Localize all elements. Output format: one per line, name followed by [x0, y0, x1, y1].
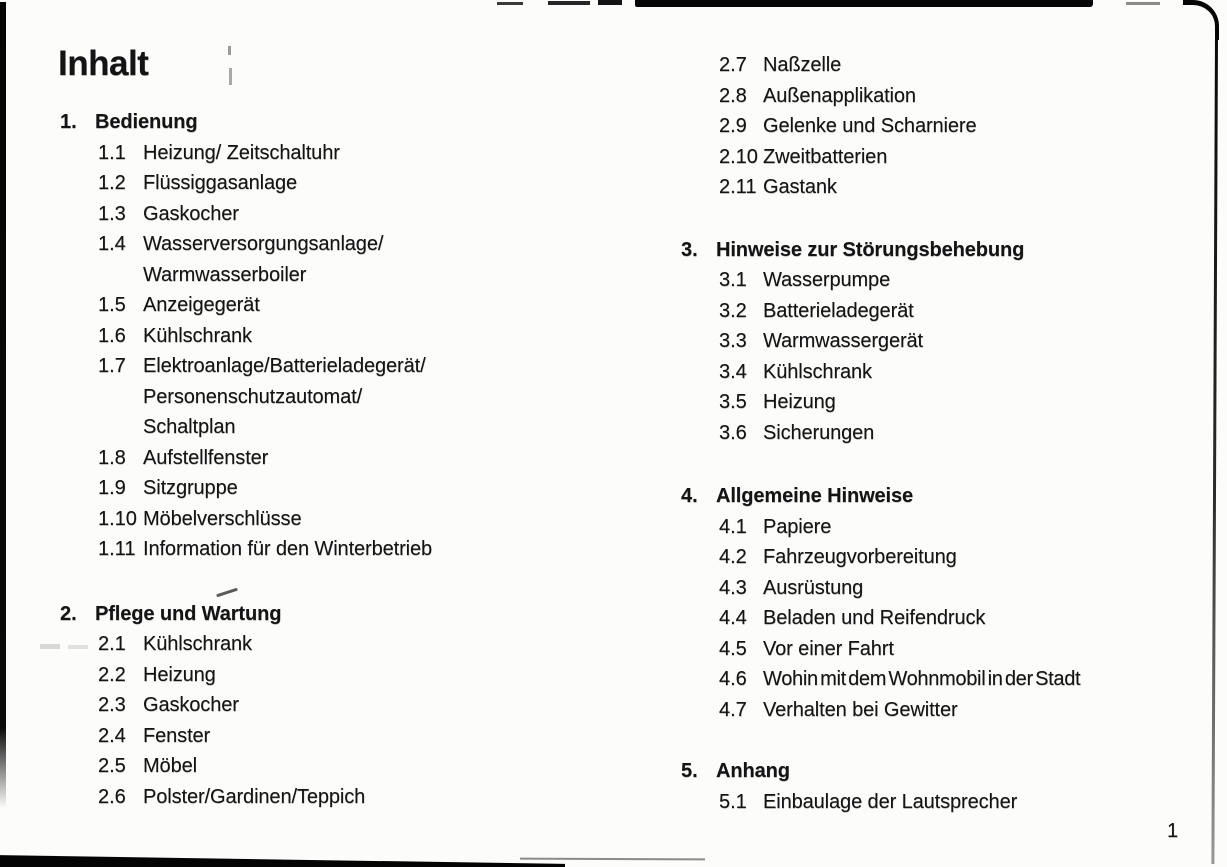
- toc-item-label: Ausrüstung: [763, 576, 864, 599]
- scan-edge-bottom: [0, 845, 565, 867]
- toc-item-label: Fahrzeugvorbereitung: [763, 546, 957, 568]
- toc-item-label: Möbelverschlüsse: [143, 507, 302, 530]
- scan-smudge: [229, 68, 232, 85]
- toc-item-label: Anzeigegerät: [143, 294, 260, 316]
- toc-item-number: 2.7: [719, 54, 747, 76]
- toc-item: [681, 357, 1227, 388]
- toc-item-label: Batterieladegerät: [763, 299, 914, 322]
- section-number: 4.: [681, 485, 698, 507]
- toc-item-label: Gaskocher: [143, 202, 239, 225]
- toc-item-number: 4.7: [719, 698, 747, 721]
- toc-item: [681, 512, 1227, 543]
- toc-item-number: 1.6: [98, 324, 126, 347]
- section-heading: Anhang: [716, 760, 790, 782]
- toc-item-label: Polster/Gardinen/Teppich: [143, 785, 366, 808]
- page-number: 1: [1167, 820, 1179, 842]
- toc-item-number: 2.5: [98, 755, 126, 777]
- section-number: 1.: [60, 111, 77, 133]
- toc-item: [60, 751, 620, 782]
- toc-item: [60, 351, 620, 382]
- toc-item-label: Kühlschrank: [143, 324, 252, 347]
- section-heading: Bedienung: [95, 111, 198, 133]
- toc-item: [681, 664, 1227, 695]
- scan-edge-top-dash: [497, 2, 523, 5]
- toc-item-number: 4.5: [719, 637, 747, 660]
- toc-item: [681, 387, 1227, 418]
- toc-item: [681, 50, 1227, 81]
- toc-item-number: 1.2: [98, 172, 126, 194]
- toc-item-number: 4.6: [719, 668, 747, 690]
- toc-item-label: Möbel: [143, 755, 197, 777]
- toc-item-label: Gaskocher: [143, 694, 239, 716]
- scan-smudge: [40, 644, 60, 649]
- toc-item-label: Wasserpumpe: [763, 269, 891, 291]
- toc-item-number: 4.3: [719, 576, 747, 599]
- toc-section-heading-row: [60, 107, 620, 138]
- scan-edge-bottom-line: [520, 858, 705, 861]
- toc-item-label: Vor einer Fahrt: [763, 637, 894, 660]
- toc-item: [60, 321, 620, 352]
- toc-item-label: Wohin mit dem Wohnmobil in der Stadt: [763, 668, 1081, 690]
- toc-item: [681, 326, 1227, 357]
- section-heading: Hinweise zur Störungsbehebung: [716, 238, 1025, 261]
- toc-item-label: Sitzgruppe: [143, 477, 238, 499]
- toc-item-continuation: [60, 382, 620, 413]
- toc-item-number: [98, 382, 143, 413]
- toc-item-label: Heizung/ Zeitschaltuhr: [143, 141, 340, 164]
- section-heading: Allgemeine Hinweise: [716, 485, 914, 507]
- toc-item-number: 1.9: [98, 477, 126, 499]
- toc-item-number: 3.5: [719, 391, 747, 413]
- section-number: 5.: [681, 760, 698, 782]
- scan-edge-corner: [1183, 0, 1219, 40]
- toc-item-number: 3.4: [719, 360, 747, 383]
- toc-item-label: Fenster: [143, 724, 211, 747]
- toc-section: [681, 481, 1227, 725]
- section-number: 3.: [681, 238, 698, 261]
- toc-column-left: [60, 107, 620, 846]
- toc-item-number: 4.4: [719, 607, 747, 629]
- toc-item-number: 2.1: [98, 633, 126, 655]
- toc-item-label: Heizung: [143, 663, 216, 686]
- toc-item-number: 1.7: [98, 355, 126, 377]
- toc-item: [60, 168, 620, 199]
- toc-item-number: 5.1: [719, 790, 747, 813]
- toc-section: [60, 107, 620, 565]
- toc-item-number: 1.11: [98, 538, 136, 560]
- scan-edge-left: [0, 2, 6, 808]
- toc-item-label: Warmwasserboiler: [143, 263, 307, 286]
- toc-item: [60, 138, 620, 169]
- toc-item-number: 2.11: [719, 176, 757, 198]
- toc-item-label: Personenschutzautomat/: [143, 385, 363, 408]
- toc-section: [60, 599, 620, 813]
- toc-item-label: Flüssiggasanlage: [143, 172, 298, 194]
- toc-item: [60, 504, 620, 535]
- toc-section-heading-row: [60, 599, 620, 630]
- toc-item-label: Kühlschrank: [763, 360, 872, 383]
- toc-item: [681, 142, 1227, 173]
- toc-item-number: 2.9: [719, 115, 747, 137]
- toc-item-label: Sicherungen: [763, 421, 875, 444]
- toc-item-label: Gelenke und Scharniere: [763, 115, 977, 137]
- toc-section: [681, 756, 1227, 817]
- section-heading: Pflege und Wartung: [95, 602, 282, 625]
- scan-edge-top: [635, 0, 1093, 7]
- toc-item: [681, 81, 1227, 112]
- scan-edge-top-dash: [598, 0, 622, 5]
- toc-item: [60, 782, 620, 813]
- toc-item-number: 1.5: [98, 294, 126, 316]
- toc-item-number: 1.4: [98, 233, 126, 255]
- toc-item: [60, 690, 620, 721]
- toc-item-number: 4.1: [719, 515, 747, 538]
- toc-item-label: Gastank: [763, 176, 837, 198]
- toc-item-label: Information für den Winterbetrieb: [143, 538, 433, 560]
- toc-item: [60, 199, 620, 230]
- scan-edge-top-dash: [1126, 2, 1160, 5]
- toc-section-heading-row: [681, 235, 1227, 266]
- toc-item-label: Heizung: [763, 391, 836, 413]
- toc-item: [60, 473, 620, 504]
- toc-item-label: Papiere: [763, 515, 832, 538]
- toc-item-number: 2.4: [98, 724, 126, 747]
- toc-item-number: 2.10: [719, 145, 758, 168]
- toc-item: [60, 443, 620, 474]
- toc-item-continuation: [60, 260, 620, 291]
- toc-item: [681, 603, 1227, 634]
- toc-item: [681, 265, 1227, 296]
- toc-item: [681, 542, 1227, 573]
- toc-item: [681, 695, 1227, 726]
- toc-item: [60, 534, 620, 565]
- toc-item: [681, 418, 1227, 449]
- toc-item: [60, 290, 620, 321]
- toc-section-heading-row: [681, 756, 1227, 787]
- toc-item-number: 2.8: [719, 84, 747, 107]
- toc-item-label: Zweitbatterien: [763, 145, 888, 168]
- toc-item-label: Verhalten bei Gewitter: [763, 698, 958, 721]
- scan-smudge: [228, 46, 231, 55]
- toc-item-number: 2.2: [98, 663, 126, 686]
- toc-item-number: 3.6: [719, 421, 747, 444]
- toc-section-heading-row: [681, 481, 1227, 512]
- toc-item-label: Kühlschrank: [143, 633, 252, 655]
- scan-edge-top-dash: [548, 1, 590, 5]
- toc-item: [681, 296, 1227, 327]
- toc-item-label: Elektroanlage/Batterieladegerät/: [143, 355, 426, 377]
- toc-item-number: 3.2: [719, 299, 747, 322]
- toc-item-number: 1.10: [98, 507, 137, 530]
- toc-section: [681, 235, 1227, 449]
- toc-item-number: 2.3: [98, 694, 126, 716]
- toc-item-number: 3.1: [719, 269, 747, 291]
- toc-item-number: 1.1: [98, 141, 126, 164]
- toc-item: [681, 172, 1227, 203]
- toc-item-number: 2.6: [98, 785, 126, 808]
- toc-item-continuation: [60, 412, 620, 443]
- toc-item: [681, 787, 1227, 818]
- toc-item-label: Schaltplan: [143, 416, 236, 438]
- toc-item-number: 4.2: [719, 546, 747, 568]
- toc-section: [681, 50, 1227, 203]
- toc-item: [60, 629, 620, 660]
- section-number: 2.: [60, 602, 77, 625]
- toc-item-label: Aufstellfenster: [143, 446, 269, 469]
- toc-item-label: Wasserversorgungsanlage/: [143, 233, 384, 255]
- toc-item-label: Außenapplikation: [763, 84, 916, 107]
- toc-item-number: 3.3: [719, 330, 747, 352]
- toc-item-label: Einbaulage der Lautsprecher: [763, 790, 1018, 813]
- toc-item-label: Beladen und Reifendruck: [763, 607, 986, 629]
- toc-item-number: 1.3: [98, 202, 126, 225]
- toc-item: [60, 229, 620, 260]
- toc-item: [681, 111, 1227, 142]
- toc-item-label: Naßzelle: [763, 54, 842, 76]
- toc-item: [60, 660, 620, 691]
- toc-item: [681, 634, 1227, 665]
- toc-item-number: [98, 260, 143, 291]
- page-title: Inhalt: [58, 44, 149, 83]
- toc-item-label: Warmwassergerät: [763, 330, 924, 352]
- toc-item: [681, 573, 1227, 604]
- toc-item-number: [98, 412, 143, 443]
- toc-item: [60, 721, 620, 752]
- toc-item-number: 1.8: [98, 446, 126, 469]
- toc-column-right: [681, 50, 1227, 817]
